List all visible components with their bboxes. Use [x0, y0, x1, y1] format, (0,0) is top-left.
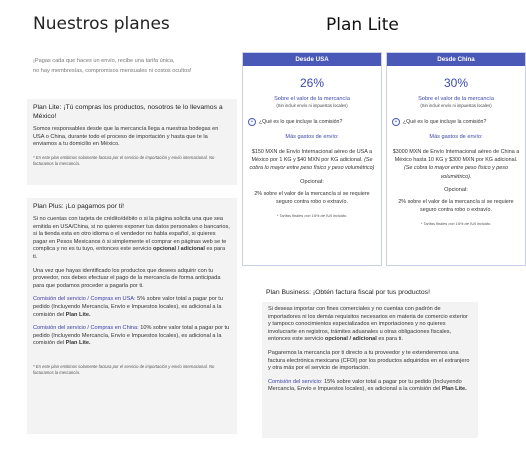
card-usa-header: Desde USA — [243, 53, 381, 66]
card-china-subsmall: (Sin incluir envío ni impuestos locales) — [420, 103, 492, 108]
intro-text — [33, 56, 233, 76]
plan-lite-note: * En este plan emitimos solamente factura por el servicio de importación y envío internacional. No facturamos la mercancía. — [33, 154, 215, 166]
card-usa-subsmall: (Sin incluir envío ni impuestos locales) — [276, 103, 348, 108]
card-china-question[interactable]: + ¿Qué es lo que incluye la comisión? — [392, 118, 525, 126]
plan-business-paragraph-2: Pagaremos la mercancía por ti directo a tu proveedor y te extenderemos una factura electrónica mexicana (CFDI) por los productos adquiridos en el extranjero y otra más por el servicio de importación. — [268, 349, 470, 372]
card-china-cost: $3000 MXN de Envío Internacional aéreo de China a México hasta 10 KG y $300 MXN por KG adicional. (Se cobra lo mayor entre peso físico y peso volumétrico). — [392, 149, 520, 180]
plan-business-paragraph-1: Si deseas importar con fines comerciales y no cuentas con padrón de importadores ni los demás requisitos necesarios en materia de comercio exterior y tampoco conocimientos especializados en importaciones y no quieres involucrarte en registros, trámites aduanales u otras obligaciones fiscales, entonces este servicio opcional / adicional es para ti. — [268, 306, 468, 343]
card-usa-cost: $150 MXN de Envío Internacional aéreo de USA a México por 1 KG y $40 MXN por KG adicional. (Se cobra lo mayor entre peso físico y peso volumétrico) — [249, 149, 375, 172]
card-china-optional: Opcional: — [444, 186, 468, 193]
plan-lite-title: Plan Lite — [326, 15, 399, 35]
card-usa — [242, 52, 382, 266]
card-china-sub: Sobre el valor de la mercancía — [418, 96, 494, 102]
card-china-gastos: Más gastos de envío: — [429, 134, 483, 140]
plan-lite-text: Somos responsables desde que la mercancía llega a nuestras bodegas en USA o China, durante todo el proceso de importación y hasta que te la enviamos a tu domicilio en México. — [33, 126, 219, 148]
plan-business-box — [262, 302, 478, 438]
card-china-header: Desde China — [387, 53, 525, 66]
commission-china-link[interactable]: Comisión del servicio / Compras en China: — [33, 325, 139, 332]
card-china-insurance: 2% sobre el valor de la mercancía si se requiere seguro contra robo o extravío. — [398, 198, 514, 214]
plan-plus-commission-china: Comisión del servicio / Compras en China: 10% sobre valor total a pagar por tu pedido (Incluyendo Mercancía, Envío e Impuestos locales), es adicional a la comisión del Plan Lite. — [33, 325, 230, 347]
card-usa-gastos: Más gastos de envío: — [285, 134, 339, 140]
plus-circle-icon[interactable]: + — [248, 118, 256, 126]
page-title: Nuestros planes — [33, 14, 170, 34]
plan-lite-box — [27, 99, 237, 185]
card-usa-percent: 26% — [299, 76, 325, 90]
plan-business-commission: Comisión del servicio: 15% sobre valor total a pagar por tu pedido (Incluyendo Mercancía, Envío e Impuestos locales), es adicional a la comisión del Plan Lite. — [268, 378, 467, 393]
plan-business-heading: Plan Business: ¡Obtén factura fiscal por tus productos! — [266, 289, 430, 296]
card-usa-insurance: 2% sobre el valor de la mercancía si se requiere seguro contra robo o extravío. — [254, 190, 370, 205]
card-china — [386, 52, 526, 266]
plan-plus-note: * En este plan emitimos solamente factura por el servicio de importación y envío internacional. No facturamos la mercancía. — [33, 363, 215, 375]
commission-business-link[interactable]: Comisión del servicio: — [268, 378, 323, 385]
commission-usa-link[interactable]: Comisión del servicio / Compras en USA: — [33, 296, 136, 303]
card-china-percent: 30% — [443, 76, 469, 90]
plan-plus-heading: Plan Plus: ¡Lo pagamos por ti! — [33, 203, 125, 210]
plan-plus-paragraph-1: Si no cuentas con tarjeta de crédito/débito o si la página solicita una que sea emitida en USA/China, si no quieres exponer tus datos personales o bancarios, si la tienda esta en otro idioma o el vendedor no habla español, si quieres pagar en Pesos Mexicanos ó si simplemente el comprar en páginas web se te complica y no es tu tuyo, entonces este servicio opcional / adicional es para ti. — [33, 216, 230, 260]
intro-line-2: no hay membresías, compromisos mensuales ni costos ocultos! — [33, 68, 192, 74]
card-usa-question[interactable]: + ¿Qué es lo que incluye la comisión? — [248, 118, 381, 126]
plan-plus-paragraph-2: Una vez que hayas identificado los productos que desees adquirir con tu proveedor, nos debes efectuar el pago de la mercancía de forma anticipada para que podamos proceder a pagarla por ti. — [33, 267, 221, 289]
plan-lite-heading: Plan Lite: ¡Tú compras los productos, nosotros te lo llevamos a México! — [33, 104, 223, 120]
plan-plus-box — [27, 198, 237, 434]
intro-line-1: ¡Pagas cada que haces un envío, recibe una tarifa única, — [33, 58, 175, 64]
card-china-note: * Tarifas finales con 16% de IVA incluido. — [420, 221, 492, 227]
plan-plus-commission-usa: Comisión del servicio / Compras en USA: 5% sobre valor total a pagar por tu pedido (Incluyendo Mercancía, Envío e Impuestos locales), es adicional a la comisión del Plan Lite. — [33, 296, 223, 318]
card-usa-sub: Sobre el valor de la mercancía — [274, 96, 350, 102]
card-usa-note: * Tarifas finales con 16% de IVA incluido. — [276, 213, 348, 219]
card-usa-optional: Opcional: — [300, 178, 324, 185]
plus-circle-icon[interactable]: + — [392, 118, 400, 126]
